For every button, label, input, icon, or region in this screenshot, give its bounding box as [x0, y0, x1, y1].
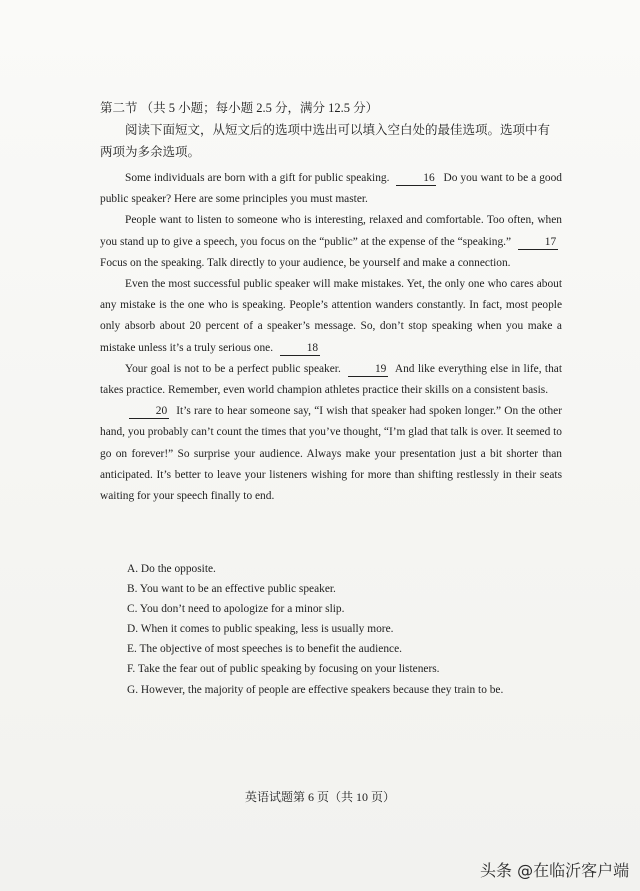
option-g: G. However, the majority of people are effective speakers because they train to be.: [127, 683, 504, 696]
paragraph-4-text: Your goal is not to be a perfect public speaker.: [125, 362, 341, 375]
blank-18: 18: [280, 341, 320, 356]
section-instruction: 阅读下面短文，从短文后的选项中选出可以填入空白处的最佳选项。选项中有两项为多余选项。: [100, 123, 551, 159]
option-d: D. When it comes to public speaking, less is usually more.: [127, 623, 394, 636]
answer-options: [100, 559, 562, 700]
paragraph-5-text-after: It’s rare to hear someone say, “I wish that speaker had spoken longer.” On the other hand, you probably can’t count the times that you’ve thought, “I’m glad that talk is over. It seemed to go on forever!” So surprise your audience. Always make your presentation just a bit shorter than anticipated. It’s better to leave your listeners wishing for more than shifting restlessly in their seats waiting for your speech finally to end.: [100, 405, 562, 503]
paragraph-1-text: Some individuals are born with a gift for public speaking.: [125, 172, 390, 184]
paragraph-2-text: People want to listen to someone who is interesting, relaxed and comfortable. Too often, when you stand up to give a speech, you focus on the “public” at the expense of the “speaking.”: [100, 214, 562, 248]
section-header: [100, 97, 562, 163]
paragraph-3-text: Even the most successful public speaker will make mistakes. Yet, the only one who cares about any mistake is the one who is speaking. People’s attention wanders constantly. In fact, most people only absorb about 20 percent of a speaker’s message. So, don’t stop speaking when you make a mistake unless it’s a truly serious one.: [100, 278, 562, 354]
blank-17: 17: [518, 235, 558, 250]
option-b: B. You want to be an effective public speaker.: [127, 583, 336, 596]
paragraph-1-text-after: Do you want to be a good public speaker? Here are some principles you must master.: [100, 172, 562, 206]
option-a: A. Do the opposite.: [127, 563, 216, 575]
section-title: 第二节 （共 5 小题；每小题 2.5 分，满分 12.5 分）: [100, 101, 379, 115]
paragraph-1: [100, 168, 562, 210]
paragraph-5: [100, 401, 562, 507]
blank-16: 16: [396, 171, 436, 186]
paragraph-3: [100, 274, 562, 359]
option-e: E. The objective of most speeches is to benefit the audience.: [127, 643, 402, 656]
option-c: C. You don’t need to apologize for a minor slip.: [127, 603, 345, 616]
reading-passage: [100, 168, 562, 507]
page-footer: 英语试题第 6 页（共 10 页）: [244, 790, 395, 804]
blank-20: 20: [129, 404, 169, 419]
paragraph-4-text-after: And like everything else in life, that takes practice. Remember, even world champion athletes practice their skills on a consistent basis.: [100, 362, 562, 397]
paragraph-2-text-after: Focus on the speaking. Talk directly to your audience, be yourself and make a connection.: [100, 256, 511, 269]
option-f: F. Take the fear out of public speaking by focusing on your listeners.: [127, 663, 440, 676]
paragraph-4: [100, 359, 562, 401]
blank-19: 19: [348, 362, 388, 377]
paragraph-2: [100, 210, 562, 274]
source-watermark: 头条 @在临沂客户端: [480, 861, 630, 880]
